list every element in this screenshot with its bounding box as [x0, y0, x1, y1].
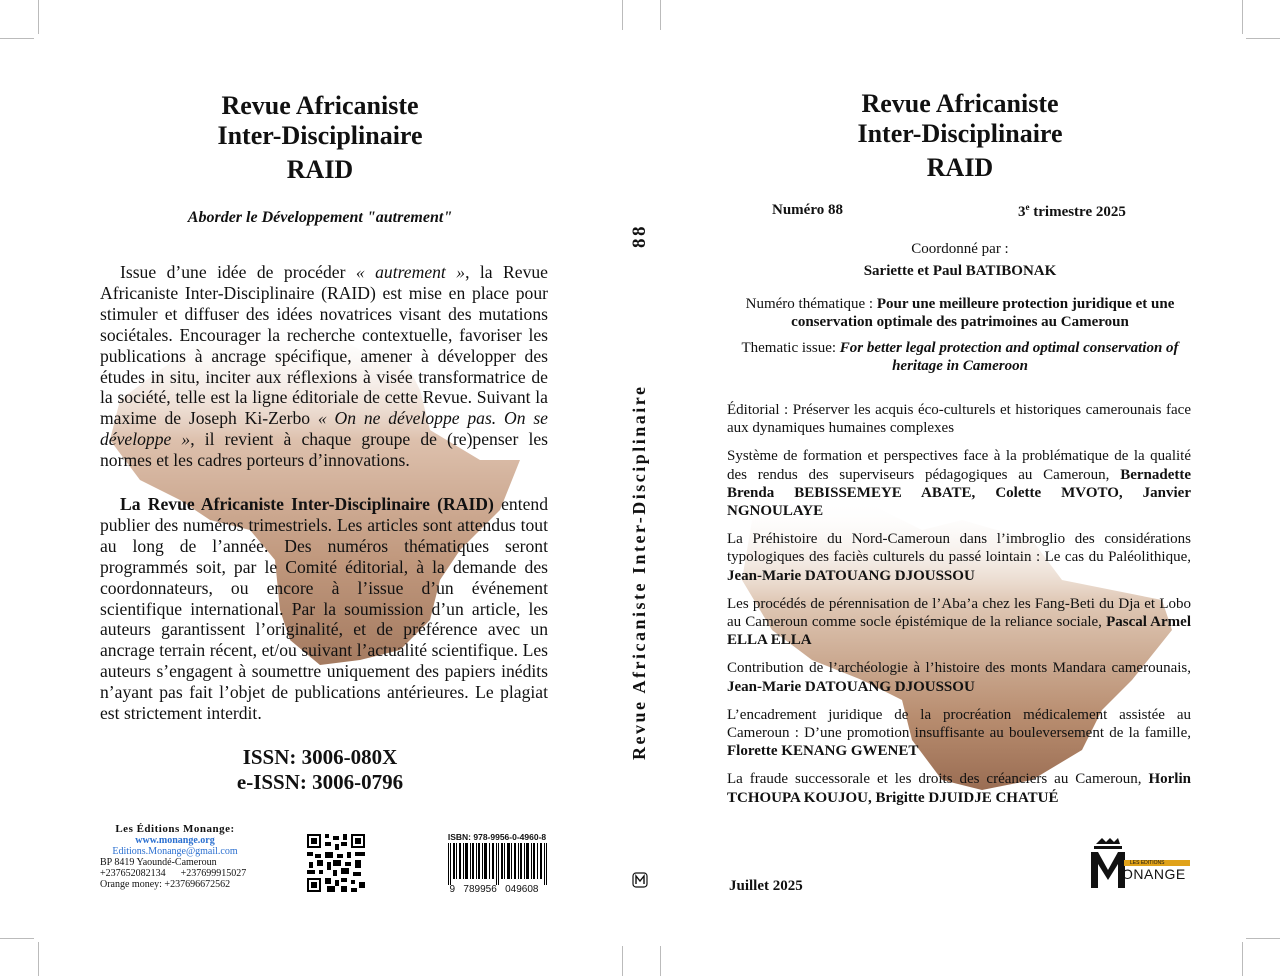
toc-entry [727, 447, 1191, 520]
toc-entry [727, 530, 1191, 585]
crop-mark [38, 942, 39, 976]
back-paragraph-1 [100, 262, 548, 471]
toc-entry [727, 595, 1191, 650]
issue-number: Numéro 88 [772, 202, 843, 218]
theme-fr [726, 295, 1194, 331]
toc-entry [727, 401, 1191, 437]
publication-date: Juillet 2025 [729, 878, 803, 894]
back-paragraph-2-rest: entend publier des numéros trimestriels. Les articles sont attendus tout au long de l’année. Des numéros thématiques seront programmés soit, par le Comité éditorial, à la demande des coordonnateurs, ou encore à l’issue d’un événement scientifique international. Par la soumission d’un article, les auteurs garantissent l’originalité, et de préférence avec un ancrage terrain récent, et/ou suivant l’actualité scientifique. Les auteurs s’engagent à soumettre uniquement des papiers inédits n’ayant pas fait l’objet de publications antérieures. Le plagiat est strictement interdit. [100, 494, 548, 724]
theme-fr-text: Pour une meilleure protection juridique et une conservation optimale des patrimoines au Cameroun [791, 296, 1175, 330]
crop-mark [1242, 942, 1243, 976]
toc-entry-authors: Jean-Marie DATOUANG DJOUSSOU [727, 678, 975, 695]
back-title-line1: Revue Africaniste [221, 91, 419, 120]
publisher-address: BP 8419 Yaoundé-Cameroun [100, 857, 217, 868]
theme-en-label: Thematic issue: [741, 340, 840, 356]
coordination-block [740, 240, 1180, 281]
toc-entry-authors: Pascal Armel ELLA ELLA [727, 614, 1191, 649]
toc-entry-title: La Préhistoire du Nord-Cameroun dans l’imbroglio des considérations typologiques des faciès culturels du passé lointain : Le cas du Paléolithique, [727, 531, 1191, 566]
publisher-orange-money: Orange money: +237696672562 [100, 879, 231, 890]
quarter-superscript: e [1025, 202, 1030, 212]
back-title [100, 92, 540, 184]
qr-code-icon [307, 834, 365, 892]
barcode-digits: 9 789956 049608 [449, 884, 539, 895]
front-title-line1: Revue Africaniste [861, 89, 1059, 118]
barcode-icon [446, 843, 550, 885]
publisher-info [100, 824, 250, 890]
issn-block [100, 745, 540, 795]
table-of-contents [727, 401, 1191, 817]
back-paragraph-1-c: , il revient à chaque groupe de (re)penser les normes et les cadres porteurs d’innovations. [100, 429, 548, 471]
coordinators: Sariette et Paul BATIBONAK [863, 263, 1057, 279]
crop-mark [622, 0, 623, 30]
spine-number: 88 [629, 224, 650, 248]
toc-entry-title: Éditorial : Préserver les acquis éco-culturels et historiques camerounais face aux dynamiques humaines complexes [727, 402, 1191, 437]
theme-fr-label: Numéro thématique : [745, 296, 877, 312]
crop-mark [38, 0, 39, 34]
back-paragraph-2-bold: La Revue Africaniste Inter-Disciplinaire (RAID) [120, 494, 494, 514]
monange-m-icon [1088, 838, 1128, 892]
publisher-name: Les Éditions Monange: [115, 823, 235, 835]
quarter-number: 3 [1018, 204, 1026, 220]
back-tagline: Aborder le Développement "autrement" [187, 209, 453, 226]
toc-entry [727, 770, 1191, 806]
back-paragraph-1-maxim: « On ne développe pas. On se développe » [100, 408, 548, 450]
back-paragraph-1-a: Issue d’une idée de procéder [120, 262, 356, 282]
crop-mark [622, 946, 623, 976]
back-paragraph-1-b: , la Revue Africaniste Inter-Disciplinaire (RAID) est mise en place pour stimuler et diffuser des idées novatrices visant des mutations sociétales. Encourager la recherche contextuelle, favoriser les publications à ancrage spécifique, amener à développer des études in situ, inciter aux réflexions à visée transformatrice de la société, telle est la ligne éditoriale de cette Revue. Suivant la maxime de Joseph Ki-Zerbo [100, 262, 548, 429]
toc-entry-title: L’encadrement juridique de la procréation médicalement assistée au Cameroun : D’une promotion insuffisante au bouleversement de la famille, [727, 706, 1191, 742]
coordinated-by-label: Coordonné par : [911, 241, 1009, 257]
back-title-line2: Inter-Disciplinaire [217, 121, 423, 151]
front-title-raid: RAID [926, 153, 994, 183]
toc-entry-authors: Bernadette Brenda BEBISSEMEYE ABATE, Colette MVOTO, Janvier NGNOULAYE [727, 466, 1191, 520]
crop-mark [660, 0, 661, 30]
crop-mark [660, 946, 661, 976]
quarter-rest: trimestre 2025 [1029, 204, 1126, 220]
toc-entry-title: Les procédés de pérennisation de l’Aba’a chez les Fang-Beti du Dja et Lobo au Cameroun comme socle épistémique de la reliance sociale, [727, 595, 1191, 631]
monange-logo [1088, 838, 1194, 894]
crop-mark [0, 938, 34, 939]
toc-entry-authors: Florette KENANG GWENET [727, 743, 919, 760]
toc-entry [727, 659, 1191, 695]
back-paragraph-1-quote: « autrement » [355, 262, 466, 282]
spine-title: Revue Africaniste Inter-Disciplinaire [629, 384, 649, 760]
crop-mark [1242, 0, 1243, 34]
crop-mark [1246, 938, 1280, 939]
toc-entry [727, 706, 1191, 761]
monange-small-logo-icon [632, 872, 648, 888]
theme-en-text: For better legal protection and optimal conservation of heritage in Cameroon [839, 340, 1179, 374]
crop-mark [0, 38, 34, 39]
publisher-phones: +237652082134 +237699915027 [100, 868, 247, 879]
logo-small-text: LES EDITIONS [1130, 860, 1165, 866]
crop-mark [1246, 38, 1280, 39]
theme-en [722, 339, 1198, 375]
isbn-label: ISBN: 978-9956-0-4960-8 [447, 832, 547, 842]
issue-quarter [1018, 202, 1126, 221]
publisher-website[interactable]: www.monange.org [135, 835, 215, 846]
toc-entry-authors: Jean-Marie DATOUANG DJOUSSOU [727, 567, 975, 584]
toc-entry-authors: Horlin TCHOUPA KOUJOU, Brigitte DJUIDJE CHATUÉ [727, 771, 1191, 806]
toc-entry-title: Système de formation et perspectives face à la problématique de la qualité des rendus des superviseurs pédagogiques au Cameroun, [727, 448, 1191, 483]
front-title [740, 90, 1180, 182]
toc-entry-title: La fraude successorale et les droits des créanciers au Cameroun, [727, 771, 1149, 788]
back-title-raid: RAID [286, 155, 354, 185]
issn: ISSN: 3006-080X [242, 745, 398, 769]
front-title-line2: Inter-Disciplinaire [857, 119, 1063, 149]
publisher-email[interactable]: Editions.Monange@gmail.com [112, 846, 238, 857]
toc-entry-title: Contribution de l’archéologie à l’histoire des monts Mandara camerounais, [727, 660, 1191, 677]
e-issn: e-ISSN: 3006-0796 [236, 770, 404, 794]
logo-text: ONANGE [1122, 866, 1186, 882]
back-paragraph-2 [100, 494, 548, 724]
